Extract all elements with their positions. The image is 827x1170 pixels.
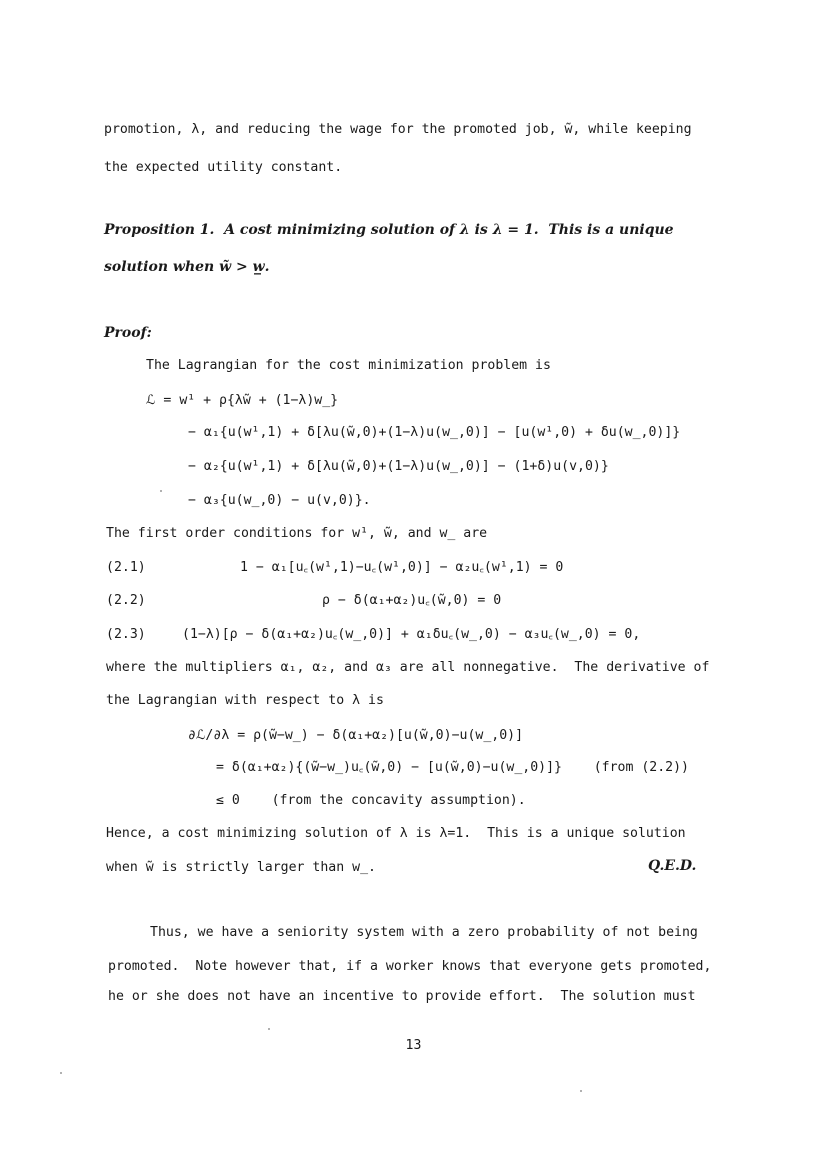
closing-line-2: promoted. Note however that, if a worker knows that everyone gets promoted, (108, 959, 712, 974)
proposition-line-1: Proposition 1. A cost minimizing solution of λ is λ = 1. This is a unique (104, 222, 674, 238)
condition-expr-2-1: 1 − α₁[u꜀(w¹,1)−u꜀(w¹,0)] − α₂u꜀(w¹,1) = 0 (240, 560, 564, 575)
multipliers-line-1: where the multipliers α₁, α₂, and α₃ are all nonnegative. The derivative of (106, 660, 710, 675)
scan-speck (580, 1090, 582, 1092)
intro-line-2: the expected utility constant. (104, 160, 343, 175)
derivative-line-1: ∂ℒ/∂λ = ρ(w̃−w̲) − δ(α₁+α₂)[u(w̃,0)−u(w̲,0)] (188, 728, 524, 743)
lagrangian-eq-2: − α₁{u(w¹,1) + δ[λu(w̃,0)+(1−λ)u(w̲,0)] − [u(w¹,0) + δu(w̲,0)]} (188, 425, 681, 440)
lagrangian-eq-3: − α₂{u(w¹,1) + δ[λu(w̃,0)+(1−λ)u(w̲,0)] − (1+δ)u(v,0)} (188, 459, 609, 474)
scan-speck (60, 1072, 62, 1074)
page-number: 13 (405, 1038, 422, 1053)
conclusion-line-2: when w̃ is strictly larger than w̲. (106, 860, 376, 875)
derivative-line-2: = δ(α₁+α₂){(w̃−w̲)u꜀(w̃,0) − [u(w̃,0)−u(w̲,0)]} (from (2.2)) (216, 760, 689, 775)
closing-line-1: Thus, we have a seniority system with a zero probability of not being (150, 925, 698, 940)
lagrangian-intro: The Lagrangian for the cost minimization problem is (146, 358, 551, 373)
multipliers-line-2: the Lagrangian with respect to λ is (106, 693, 384, 708)
scan-speck (160, 490, 162, 492)
derivative-line-3: ≤ 0 (from the concavity assumption). (216, 793, 526, 808)
condition-label-2-1: (2.1) (106, 560, 146, 575)
qed-mark: Q.E.D. (648, 858, 697, 874)
condition-label-2-3: (2.3) (106, 627, 146, 642)
proof-heading: Proof: (104, 325, 152, 341)
lagrangian-eq-1: ℒ = w¹ + ρ{λw̃ + (1−λ)w̲} (146, 393, 339, 408)
intro-line-1: promotion, λ, and reducing the wage for the promoted job, w̃, while keeping (104, 122, 692, 137)
lagrangian-eq-4: − α₃{u(w̲,0) − u(v,0)}. (188, 493, 371, 508)
condition-label-2-2: (2.2) (106, 593, 146, 608)
foc-intro: The first order conditions for w¹, w̃, and w̲ are (106, 526, 488, 541)
scan-speck (268, 1028, 270, 1030)
conclusion-line-1: Hence, a cost minimizing solution of λ is λ=1. This is a unique solution (106, 826, 686, 841)
proposition-line-2: solution when w̃ > w̲. (104, 259, 270, 275)
condition-expr-2-2: ρ − δ(α₁+α₂)u꜀(w̃,0) = 0 (322, 593, 502, 608)
condition-expr-2-3: (1−λ)[ρ − δ(α₁+α₂)u꜀(w̲,0)] + α₁δu꜀(w̲,0) − α₃u꜀(w̲,0) = 0, (182, 627, 641, 642)
closing-line-3: he or she does not have an incentive to provide effort. The solution must (108, 989, 696, 1004)
